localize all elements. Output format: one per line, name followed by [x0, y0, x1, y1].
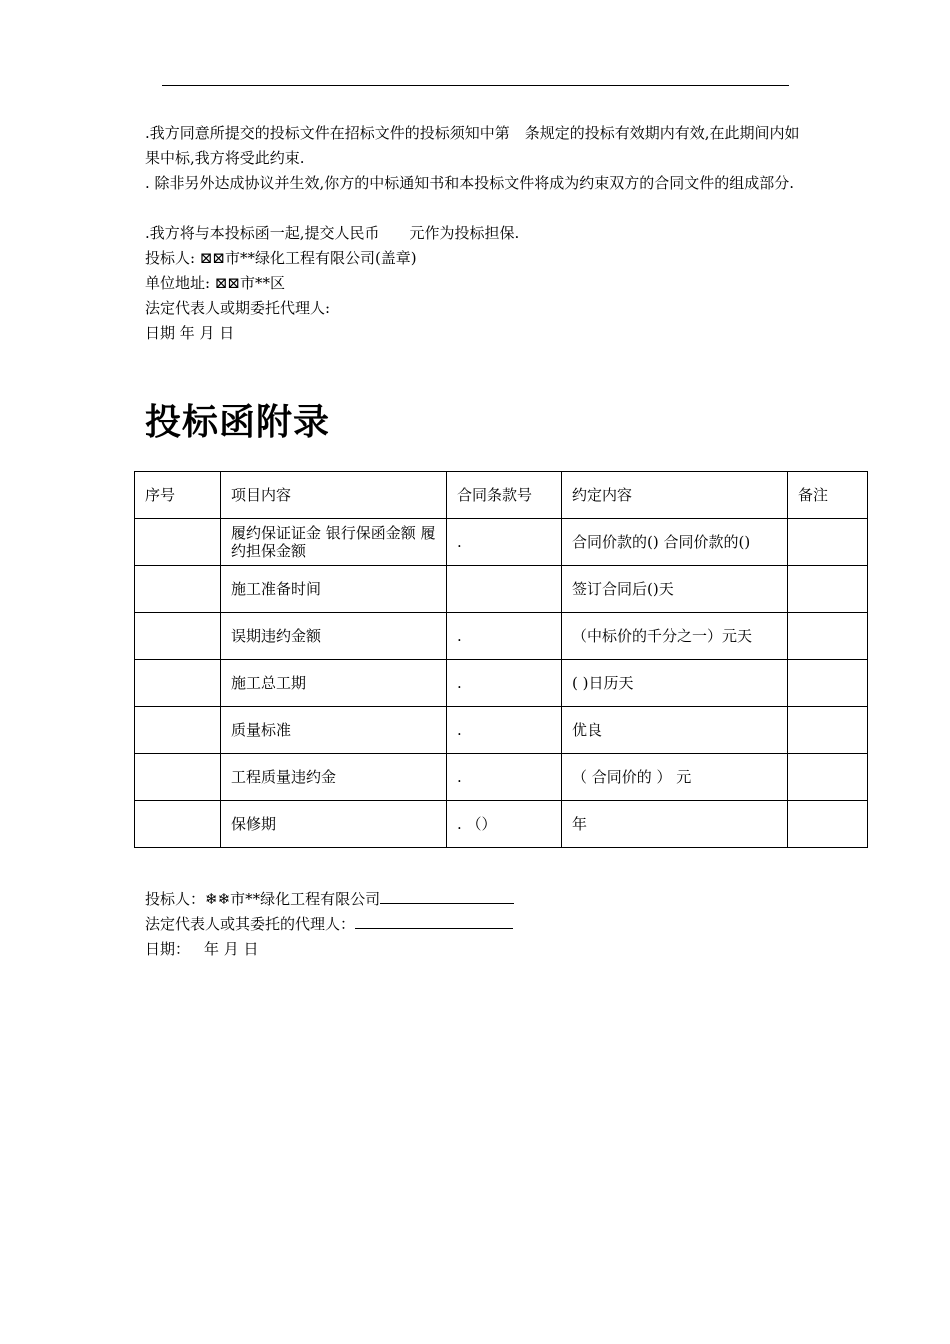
appendix-table [134, 471, 868, 848]
cell-item: 施工准备时间 [221, 566, 447, 613]
table-row [135, 660, 868, 707]
cell-clause: . [447, 519, 562, 566]
footer-date-value: 年 月 日 [204, 940, 259, 958]
cell-clause: . （） [447, 801, 562, 848]
header-remarks: 备注 [788, 472, 868, 519]
table-row [135, 707, 868, 754]
cell-remarks [788, 519, 868, 566]
header-item: 项目内容 [221, 472, 447, 519]
cell-index [135, 801, 221, 848]
cell-remarks [788, 613, 868, 660]
cell-remarks [788, 801, 868, 848]
table-row [135, 566, 868, 613]
header-clause: 合同条款号 [447, 472, 562, 519]
cell-clause [447, 566, 562, 613]
footer-bidder-text: 投标人：❄❄市**绿化工程有限公司 [145, 890, 381, 908]
cell-index [135, 566, 221, 613]
table-row [135, 801, 868, 848]
paragraph-contract: . 除非另外达成协议并生效,你方的中标通知书和本投标文件将成为约束双方的合同文件的组成部分. [145, 174, 795, 192]
cell-agreement: 签订合同后()天 [562, 566, 788, 613]
cell-clause: . [447, 754, 562, 801]
cell-item: 质量标准 [221, 707, 447, 754]
cell-clause: . [447, 613, 562, 660]
cell-remarks [788, 707, 868, 754]
table-row [135, 754, 868, 801]
cell-agreement: 年 [562, 801, 788, 848]
cell-index [135, 613, 221, 660]
cell-item: 履约保证证金 银行保函金额 履约担保金额 [221, 519, 447, 566]
table-header-row [135, 472, 868, 519]
cell-item: 施工总工期 [221, 660, 447, 707]
table-row [135, 613, 868, 660]
header-rule [162, 85, 789, 86]
cell-index [135, 660, 221, 707]
representative-line: 法定代表人或期委托代理人: [145, 299, 331, 317]
cell-index [135, 754, 221, 801]
date-line: 日期 年 月 日 [145, 324, 235, 342]
appendix-title: 投标函附录 [145, 402, 331, 443]
cell-remarks [788, 660, 868, 707]
cell-index [135, 519, 221, 566]
cell-agreement: ( )日历天 [562, 660, 788, 707]
cell-item: 保修期 [221, 801, 447, 848]
cell-agreement: （ 合同价的 ） 元 [562, 754, 788, 801]
cell-item: 工程质量违约金 [221, 754, 447, 801]
cell-clause: . [447, 660, 562, 707]
cell-agreement: 优良 [562, 707, 788, 754]
cell-agreement: 合同价款的() 合同价款的() [562, 519, 788, 566]
footer-date [145, 937, 259, 962]
address-line: 单位地址: ⊠⊠市**区 [145, 274, 285, 292]
footer-bidder [145, 887, 514, 912]
cell-clause: . [447, 707, 562, 754]
cell-remarks [788, 754, 868, 801]
footer-representative [145, 912, 513, 937]
paragraph-validity: .我方同意所提交的投标文件在招标文件的投标须知中第 条规定的投标有效期内有效,在此期间内如果中标,我方将受此约束. [145, 124, 800, 167]
header-agreement: 约定内容 [562, 472, 788, 519]
table-row [135, 519, 868, 566]
cell-agreement: （中标价的千分之一）元天 [562, 613, 788, 660]
footer-representative-text: 法定代表人或其委托的代理人： [145, 915, 356, 933]
header-index: 序号 [135, 472, 221, 519]
bidder-signature-blank [380, 889, 514, 904]
cell-remarks [788, 566, 868, 613]
cell-index [135, 707, 221, 754]
paragraph-guarantee: .我方将与本投标函一起,提交人民币 元作为投标担保. [145, 224, 520, 242]
representative-signature-blank [355, 914, 513, 929]
footer-date-label: 日期： [145, 940, 191, 958]
cell-item: 误期违约金额 [221, 613, 447, 660]
bidder-line: 投标人: ⊠⊠市**绿化工程有限公司(盖章) [145, 249, 417, 267]
